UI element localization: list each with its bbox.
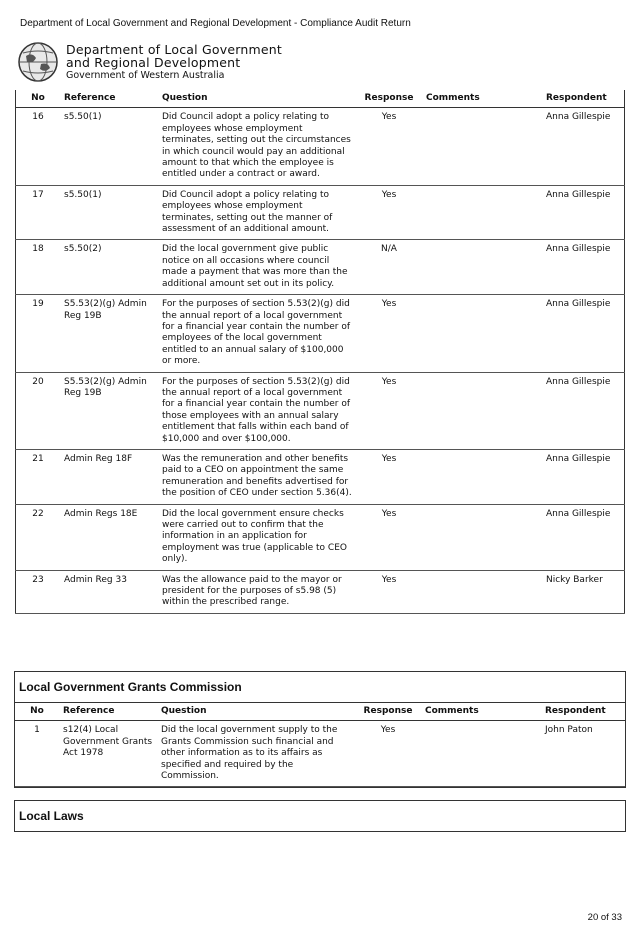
section-title: Local Laws (19, 809, 84, 823)
cell-question: For the purposes of section 5.53(2)(g) did the annual report of a local government for a financial year contain the number of employees of the local government entitled to an annual salary of $100,000 or more. (158, 295, 356, 372)
cell-response: Yes (356, 185, 422, 240)
cell-reference: Admin Regs 18E (60, 504, 158, 570)
cell-reference: s5.50(1) (60, 185, 158, 240)
cell-no: 1 (15, 721, 59, 787)
cell-response: Yes (356, 372, 422, 449)
col-no: No (15, 703, 59, 721)
cell-comments (422, 185, 542, 240)
table-body (15, 721, 625, 787)
table-row (15, 721, 625, 787)
cell-response: Yes (356, 449, 422, 504)
table-row (16, 240, 625, 295)
col-comments: Comments (422, 90, 542, 108)
cell-reference: Admin Reg 33 (60, 570, 158, 613)
compliance-table (15, 90, 625, 614)
cell-no: 17 (16, 185, 61, 240)
local-laws-section (14, 800, 626, 832)
cell-response: Yes (356, 504, 422, 570)
government-name: Government of Western Australia (66, 70, 225, 81)
table-header-row (16, 90, 625, 108)
document-header: Department of Local Government and Regional Development - Compliance Audit Return (20, 18, 411, 29)
cell-response: Yes (356, 108, 422, 185)
cell-no: 20 (16, 372, 61, 449)
cell-comments (422, 504, 542, 570)
cell-comments (421, 721, 541, 787)
cell-question: For the purposes of section 5.53(2)(g) did the annual report of a local government for a financial year contain the number of those employees with an annual salary entitlement that falls within each band of $10,000 and over $100,000. (158, 372, 356, 449)
col-no: No (16, 90, 61, 108)
col-response: Response (355, 703, 421, 721)
cell-no: 23 (16, 570, 61, 613)
cell-respondent: Anna Gillespie (542, 372, 625, 449)
cell-respondent: Anna Gillespie (542, 449, 625, 504)
page-number: 20 of 33 (587, 912, 622, 923)
cell-respondent: John Paton (541, 721, 625, 787)
cell-question: Was the remuneration and other benefits paid to a CEO on appointment the same remuneration and benefits advertised for the position of CEO under section 5.36(4). (158, 449, 356, 504)
department-name-line2: and Regional Development (66, 55, 241, 70)
cell-respondent: Anna Gillespie (542, 504, 625, 570)
cell-question: Was the allowance paid to the mayor or president for the purposes of s5.98 (5) within the prescribed range. (158, 570, 356, 613)
cell-respondent: Anna Gillespie (542, 295, 625, 372)
cell-reference: S5.53(2)(g) Admin Reg 19B (60, 372, 158, 449)
cell-question: Did the local government ensure checks were carried out to confirm that the information in an application for employment was true (applicable to CEO only). (158, 504, 356, 570)
cell-no: 18 (16, 240, 61, 295)
cell-no: 16 (16, 108, 61, 185)
cell-no: 22 (16, 504, 61, 570)
cell-reference: s12(4) Local Government Grants Act 1978 (59, 721, 157, 787)
col-reference: Reference (60, 90, 158, 108)
table-row (16, 108, 625, 185)
cell-reference: Admin Reg 18F (60, 449, 158, 504)
table-row (16, 504, 625, 570)
cell-comments (422, 108, 542, 185)
col-question: Question (158, 90, 356, 108)
section-title: Local Government Grants Commission (19, 680, 242, 694)
cell-respondent: Nicky Barker (542, 570, 625, 613)
cell-question: Did the local government supply to the Grants Commission such financial and other information as to its affairs as specified and required by the Commission. (157, 721, 355, 787)
cell-reference: S5.53(2)(g) Admin Reg 19B (60, 295, 158, 372)
cell-respondent: Anna Gillespie (542, 185, 625, 240)
col-comments: Comments (421, 703, 541, 721)
cell-no: 19 (16, 295, 61, 372)
department-brand (66, 43, 282, 81)
col-reference: Reference (59, 703, 157, 721)
cell-comments (422, 295, 542, 372)
department-name-line1: Department of Local Government (66, 42, 282, 57)
table-body (16, 108, 625, 613)
cell-response: N/A (356, 240, 422, 295)
cell-comments (422, 570, 542, 613)
table-row (16, 185, 625, 240)
table-row (16, 372, 625, 449)
globe-logo-icon (16, 40, 60, 84)
cell-respondent: Anna Gillespie (542, 108, 625, 185)
cell-response: Yes (355, 721, 421, 787)
cell-question: Did the local government give public notice on all occasions where council made a payment that was more than the additional amount set out in its policy. (158, 240, 356, 295)
cell-response: Yes (356, 570, 422, 613)
col-response: Response (356, 90, 422, 108)
cell-reference: s5.50(1) (60, 108, 158, 185)
cell-question: Did Council adopt a policy relating to employees whose employment terminates, setting out the circumstances in which council would pay an additional amount to that which the employee is entitled under a contract or award. (158, 108, 356, 185)
cell-respondent: Anna Gillespie (542, 240, 625, 295)
cell-comments (422, 240, 542, 295)
cell-comments (422, 449, 542, 504)
cell-question: Did Council adopt a policy relating to employees whose employment terminates, setting out the manner of assessment of an additional amount. (158, 185, 356, 240)
col-question: Question (157, 703, 355, 721)
grants-table (15, 702, 625, 787)
table-row (16, 449, 625, 504)
cell-reference: s5.50(2) (60, 240, 158, 295)
cell-response: Yes (356, 295, 422, 372)
table-row (16, 295, 625, 372)
table-row (16, 570, 625, 613)
cell-no: 21 (16, 449, 61, 504)
table-header-row (15, 703, 625, 721)
cell-comments (422, 372, 542, 449)
col-respondent: Respondent (541, 703, 625, 721)
col-respondent: Respondent (542, 90, 625, 108)
grants-commission-section (14, 671, 626, 788)
